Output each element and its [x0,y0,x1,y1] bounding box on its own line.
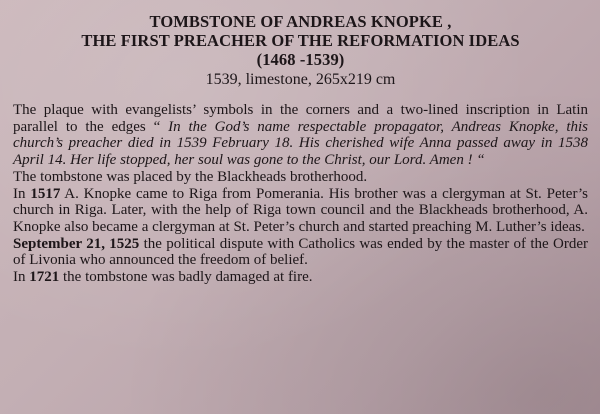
freedom-paragraph [13,236,588,269]
freedom-text: the political dispute with Catholics was ended by the master of the Order of Livonia who announced the freedom of belief. [13,235,588,269]
fire-text: the tombstone was badly damaged at fire. [59,269,313,286]
date-1525: September 21, 1525 [13,235,140,252]
blackheads-paragraph: The tombstone was placed by the Blackheads brotherhood. [13,168,368,185]
placard-title [13,12,588,69]
inscription-paragraph [13,102,588,169]
inscription-quote: In the God’s name respectable propagator, Andreas Knopke, this church’s preacher died in 1539 February 18. His cherished wife Anna passed away in 1538 April 14. Her life stopped, her soul was gone to the Christ, our Lord. Amen ! “ [13,118,588,169]
title-line-2: THE FIRST PREACHER OF THE REFORMATION IDEAS [81,31,520,50]
history-text: A. Knopke came to Riga from Pomerania. His brother was a clergyman at St. Peter’s church in Riga. Later, with the help of Riga town council and the Blackheads brotherhood, A. Knopke also became a clergyman at St. Peter’s church and started preaching M. Luther’s ideas. [13,185,589,235]
title-line-1: TOMBSTONE OF ANDREAS KNOPKE , [149,12,452,31]
placard-subtitle: 1539, limestone, 265x219 cm [205,71,396,88]
history-paragraph [13,186,588,236]
fire-prefix: In [13,269,30,286]
fire-paragraph [13,269,588,286]
inscription-intro: The plaque with evangelists’ symbols in the corners and a two-lined inscription in Latin parallel to the edges “ [13,102,588,135]
title-line-3: (1468 -1539) [256,50,345,69]
history-prefix: In [13,185,31,202]
year-1517: 1517 [30,185,61,202]
placard-body [13,102,588,286]
year-1721: 1721 [29,269,60,286]
